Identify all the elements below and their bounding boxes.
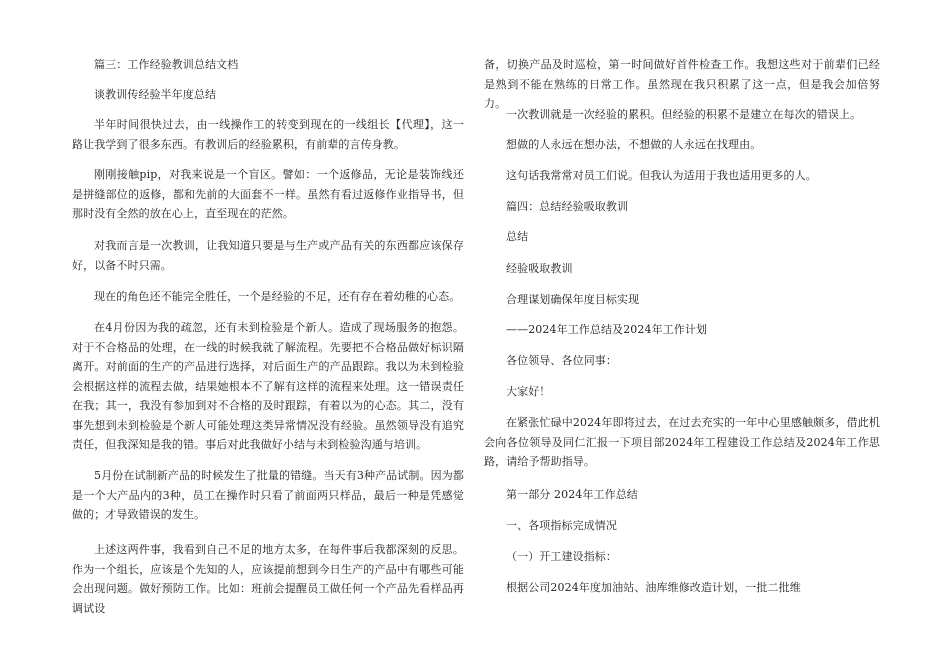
paragraph: 一次教训就是一次经验的累积。但经验的积累不是建立在每次的错误上。 <box>506 108 862 121</box>
paragraph: 5月份在试制新产品的时候发生了批量的错缝。当天有3种产品试制。因为都是一个大产品内的3种，员工在操作时只看了前面两只样品，最后一种是凭感觉做的；才导致错误的发生。 <box>72 469 464 521</box>
subtitle-line: ——2024年工作总结及2024年工作计划 <box>506 323 708 336</box>
section-heading: 篇三：工作经验教训总结文档 <box>94 58 239 71</box>
paragraph: 根据公司2024年度加油站、油库维修改造计划，一批二批维 <box>506 581 801 594</box>
section-heading: 篇四：总结经验吸取教训 <box>506 200 629 213</box>
paragraph-continued: 备，切换产品及时巡检，第一时间做好首件检查工作。我想这些对于前辈们已经是熟到不能在熟练的日常工作。虽然现在我只积累了这一点，但是我会加倍努力。 <box>484 58 880 110</box>
paragraph: 在4月份因为我的疏忽，还有未到检验是个新人。造成了现场服务的抱怨。对于不合格品的处理，在一线的时候我就了解流程。先要把不合格品做好标识隔离开。对前面的生产的产品进行选择，对后面生产的产品跟踪。我以为未到检验会根据这样的流程去做，结果她根本不了解有这样的流程来处理。这一错误责任在我；其一，我没有参加到对不合格的及时跟踪，有着以为的心态。其二，没有事先想到未到检验是个新人可能处理这类异常情况没有经验。虽然领导没有追究责任，但我深知是我的错。事后对此我做好小结与未到检验沟通与培训。 <box>72 321 464 451</box>
paragraph: 这句话我常常对员工们说。但我认为适用于我也适用更多的人。 <box>506 169 817 182</box>
greeting: 大家好！ <box>506 385 551 398</box>
paragraph: 半年时间很快过去，由一线操作工的转变到现在的一线组长【代理】，这一路让我学到了很多东西。有教训后的经验累积，有前辈的言传身教。 <box>72 118 464 151</box>
sub-heading: 一、各项指标完成情况 <box>506 519 617 532</box>
heading-line: 合理谋划确保年度目标实现 <box>506 293 640 306</box>
paragraph: 现在的角色还不能完全胜任，一个是经验的不足，还有存在着幼稚的心态。 <box>94 290 461 303</box>
paragraph: 刚刚接触pip，对我来说是一个盲区。譬如：一个返修品，无论是装饰线还是拼缝部位的返修，都和先前的大面套不一样。虽然有看过返修作业指导书，但那时没有全然的放在心上，直至现在的茫然。 <box>72 168 464 220</box>
heading-line: 总结 <box>506 230 529 243</box>
sub-heading: （一）开工建设指标： <box>506 550 617 563</box>
heading-line: 经验吸取教训 <box>506 262 573 275</box>
salutation: 各位领导、各位同事： <box>506 354 617 367</box>
part-heading: 第一部分 2024年工作总结 <box>506 488 638 501</box>
paragraph: 上述这两件事，我看到自己不足的地方太多，在每件事后我都深刻的反思。作为一个组长，应该是个先知的人，应该提前想到今日生产的产品中有哪些可能会出现问题。做好预防工作。比如：班前会提醒员工做任何一个产品先看样品再调试设 <box>72 543 464 615</box>
article-title: 谈教训传经验半年度总结 <box>94 88 217 101</box>
paragraph: 对我而言是一次教训，让我知道只要是与生产或产品有关的东西都应该保存好，以备不时只需。 <box>72 239 464 272</box>
paragraph: 想做的人永远在想办法，不想做的人永远在找理由。 <box>506 138 762 151</box>
paragraph: 在紧张忙碌中2024年即将过去，在过去充实的一年中心里感触颇多，借此机会向各位领导及同仁汇报一下项目部2024年工程建设工作总结及2024年工作思路，请给予帮助指导。 <box>484 416 880 468</box>
